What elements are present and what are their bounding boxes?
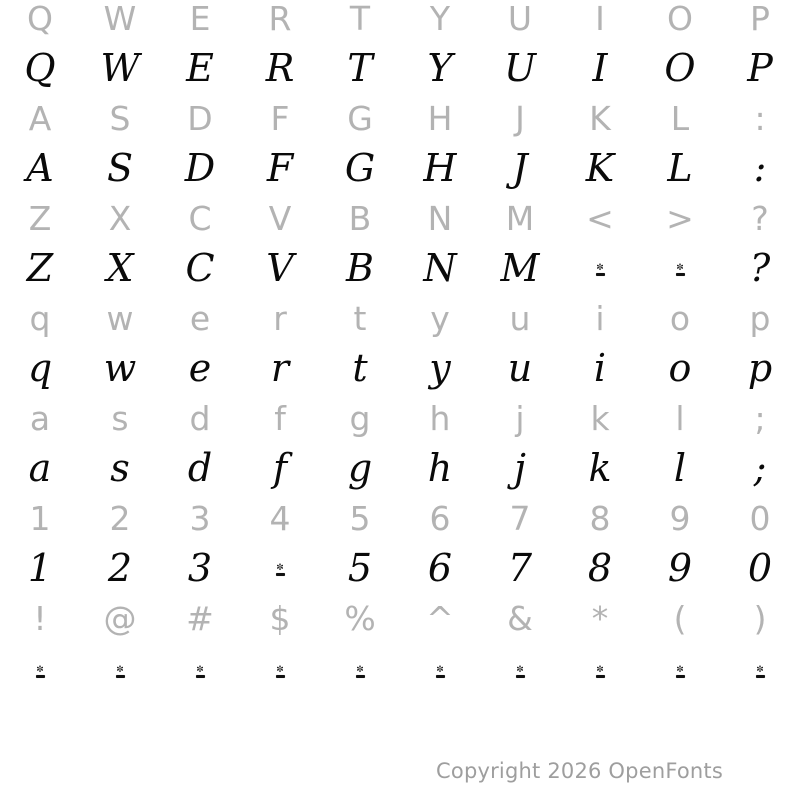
- reference-row: [0, 93, 800, 143]
- glyph-cell: U: [507, 0, 533, 38]
- glyph-cell: u: [507, 346, 533, 390]
- glyph-cell: ?: [749, 246, 771, 290]
- glyph-cell: 0: [749, 498, 771, 538]
- glyph-cell: U: [503, 46, 537, 90]
- missing-glyph: [640, 645, 720, 695]
- missing-glyph-mark: ✼: [676, 265, 685, 276]
- glyph-cell: (: [673, 598, 687, 638]
- glyph-cell: ;: [753, 446, 767, 490]
- glyph-cell: ?: [751, 198, 769, 238]
- glyph-cell: N: [423, 246, 457, 290]
- glyph-cell: u: [509, 298, 531, 338]
- glyph-cell: E: [186, 46, 214, 90]
- glyph-cell: X: [106, 246, 134, 290]
- glyph-cell: q: [27, 346, 53, 390]
- glyph-cell: l: [675, 398, 685, 438]
- glyph-cell: 1: [29, 498, 51, 538]
- glyph-cell: Y: [427, 46, 453, 90]
- missing-glyph: [80, 645, 160, 695]
- glyph-cell: g: [347, 446, 373, 490]
- glyph-cell: B: [348, 198, 372, 238]
- missing-glyph: [160, 645, 240, 695]
- sample-row: [0, 443, 800, 493]
- glyph-cell: 1: [27, 546, 53, 590]
- glyph-cell: A: [28, 98, 52, 138]
- glyph-cell: T: [347, 46, 373, 90]
- missing-glyph-mark: ✼: [116, 667, 125, 678]
- glyph-cell: R: [268, 0, 292, 38]
- glyph-cell: 9: [669, 498, 691, 538]
- glyph-cell: i: [593, 346, 607, 390]
- glyph-cell: H: [423, 146, 457, 190]
- sample-row: [0, 43, 800, 93]
- missing-glyph-mark: ✼: [436, 667, 445, 678]
- glyph-cell: d: [189, 398, 211, 438]
- glyph-cell: B: [346, 246, 374, 290]
- sample-row: [0, 645, 800, 695]
- missing-glyph-mark: ✼: [276, 565, 285, 576]
- glyph-cell: C: [185, 246, 215, 290]
- glyph-cell: N: [427, 198, 453, 238]
- glyph-cell: y: [430, 298, 450, 338]
- glyph-cell: K: [589, 98, 611, 138]
- glyph-cell: w: [106, 298, 134, 338]
- glyph-cell: 7: [507, 546, 533, 590]
- glyph-cell: J: [512, 146, 528, 190]
- glyph-cell: <: [586, 198, 614, 238]
- glyph-cell: $: [269, 598, 291, 638]
- glyph-cell: 5: [347, 546, 373, 590]
- missing-glyph-mark: ✼: [276, 667, 285, 678]
- glyph-cell: p: [749, 298, 771, 338]
- glyph-cell: p: [747, 346, 773, 390]
- glyph-cell: 6: [427, 546, 453, 590]
- missing-glyph: [560, 645, 640, 695]
- glyph-cell: y: [429, 346, 451, 390]
- glyph-cell: o: [669, 298, 691, 338]
- glyph-cell: 6: [429, 498, 451, 538]
- glyph-cell: P: [750, 0, 770, 38]
- glyph-cell: 2: [107, 546, 133, 590]
- glyph-cell: 5: [349, 498, 371, 538]
- missing-glyph: [640, 243, 720, 293]
- glyph-cell: e: [188, 346, 212, 390]
- glyph-cell: s: [110, 446, 130, 490]
- glyph-cell: e: [189, 298, 211, 338]
- missing-glyph: [0, 645, 80, 695]
- missing-glyph: [240, 543, 320, 593]
- glyph-cell: l: [673, 446, 687, 490]
- glyph-cell: R: [265, 46, 295, 90]
- glyph-cell: >: [666, 198, 694, 238]
- missing-glyph: [560, 243, 640, 293]
- sample-row: [0, 543, 800, 593]
- missing-glyph-mark: ✼: [356, 667, 365, 678]
- glyph-cell: O: [667, 0, 693, 38]
- missing-glyph-mark: ✼: [676, 667, 685, 678]
- sample-row: [0, 243, 800, 293]
- glyph-cell: F: [270, 98, 290, 138]
- glyph-cell: T: [349, 0, 371, 38]
- glyph-cell: #: [186, 598, 214, 638]
- glyph-cell: k: [588, 446, 612, 490]
- sample-row: [0, 343, 800, 393]
- glyph-cell: O: [664, 46, 696, 90]
- glyph-cell: a: [29, 398, 51, 438]
- glyph-cell: 7: [509, 498, 531, 538]
- glyph-cell: Z: [26, 246, 54, 290]
- missing-glyph: [480, 645, 560, 695]
- glyph-cell: G: [347, 98, 373, 138]
- glyph-cell: 8: [589, 498, 611, 538]
- missing-glyph-mark: ✼: [196, 667, 205, 678]
- glyph-cell: f: [274, 398, 286, 438]
- glyph-cell: S: [106, 146, 134, 190]
- missing-glyph-mark: ✼: [596, 265, 605, 276]
- glyph-cell: L: [670, 98, 690, 138]
- glyph-cell: i: [595, 298, 605, 338]
- glyph-cell: f: [272, 446, 288, 490]
- missing-glyph: [320, 645, 400, 695]
- glyph-cell: H: [427, 98, 453, 138]
- glyph-cell: 8: [587, 546, 613, 590]
- glyph-cell: Q: [27, 0, 53, 38]
- glyph-cell: Z: [28, 198, 52, 238]
- reference-row: [0, 593, 800, 643]
- reference-row: [0, 193, 800, 243]
- glyph-cell: V: [268, 198, 292, 238]
- glyph-cell: h: [427, 446, 453, 490]
- glyph-cell: W: [100, 46, 140, 90]
- missing-glyph-mark: ✼: [756, 667, 765, 678]
- glyph-cell: P: [747, 46, 773, 90]
- glyph-cell: X: [108, 198, 132, 238]
- missing-glyph-mark: ✼: [596, 667, 605, 678]
- reference-row: [0, 393, 800, 443]
- glyph-cell: h: [429, 398, 451, 438]
- glyph-cell: W: [103, 0, 137, 38]
- glyph-cell: j: [515, 398, 525, 438]
- missing-glyph: [720, 645, 800, 695]
- glyph-cell: s: [111, 398, 129, 438]
- glyph-cell: Q: [24, 46, 56, 90]
- glyph-cell: C: [188, 198, 212, 238]
- glyph-cell: 4: [269, 498, 291, 538]
- glyph-cell: I: [595, 0, 605, 38]
- glyph-cell: I: [592, 46, 608, 90]
- glyph-cell: 0: [747, 546, 773, 590]
- glyph-cell: 9: [667, 546, 693, 590]
- glyph-cell: d: [187, 446, 213, 490]
- glyph-cell: ): [753, 598, 767, 638]
- glyph-cell: !: [33, 598, 47, 638]
- glyph-cell: F: [266, 146, 294, 190]
- glyph-cell: ^: [426, 598, 454, 638]
- glyph-cell: t: [353, 298, 367, 338]
- missing-glyph: [400, 645, 480, 695]
- glyph-cell: J: [515, 98, 525, 138]
- glyph-cell: g: [349, 398, 371, 438]
- sample-row: [0, 143, 800, 193]
- missing-glyph-mark: ✼: [36, 667, 45, 678]
- glyph-cell: j: [514, 446, 526, 490]
- glyph-cell: K: [585, 146, 615, 190]
- missing-glyph: [240, 645, 320, 695]
- missing-glyph-mark: ✼: [516, 667, 525, 678]
- glyph-cell: :: [754, 98, 766, 138]
- reference-row: [0, 0, 800, 43]
- glyph-cell: :: [753, 146, 767, 190]
- glyph-cell: G: [344, 146, 376, 190]
- glyph-cell: D: [187, 98, 213, 138]
- reference-row: [0, 493, 800, 543]
- glyph-cell: *: [591, 598, 609, 638]
- glyph-cell: r: [273, 298, 287, 338]
- glyph-cell: &: [507, 598, 533, 638]
- glyph-cell: w: [103, 346, 137, 390]
- glyph-cell: r: [270, 346, 290, 390]
- glyph-cell: L: [667, 146, 693, 190]
- glyph-cell: Y: [429, 0, 451, 38]
- glyph-cell: ;: [754, 398, 766, 438]
- copyright-text: Copyright 2026 OpenFonts: [436, 759, 723, 783]
- glyph-cell: t: [352, 346, 368, 390]
- glyph-cell: S: [109, 98, 131, 138]
- glyph-cell: A: [26, 146, 54, 190]
- glyph-cell: q: [29, 298, 51, 338]
- glyph-cell: M: [505, 198, 535, 238]
- glyph-cell: 3: [189, 498, 211, 538]
- glyph-cell: E: [189, 0, 211, 38]
- glyph-cell: a: [28, 446, 52, 490]
- glyph-cell: D: [184, 146, 216, 190]
- glyph-cell: 2: [109, 498, 131, 538]
- glyph-cell: o: [668, 346, 692, 390]
- glyph-cell: M: [500, 246, 540, 290]
- glyph-cell: %: [344, 598, 376, 638]
- glyph-cell: @: [103, 598, 137, 638]
- glyph-cell: V: [266, 246, 294, 290]
- glyph-cell: k: [590, 398, 610, 438]
- reference-row: [0, 293, 800, 343]
- glyph-cell: 3: [187, 546, 213, 590]
